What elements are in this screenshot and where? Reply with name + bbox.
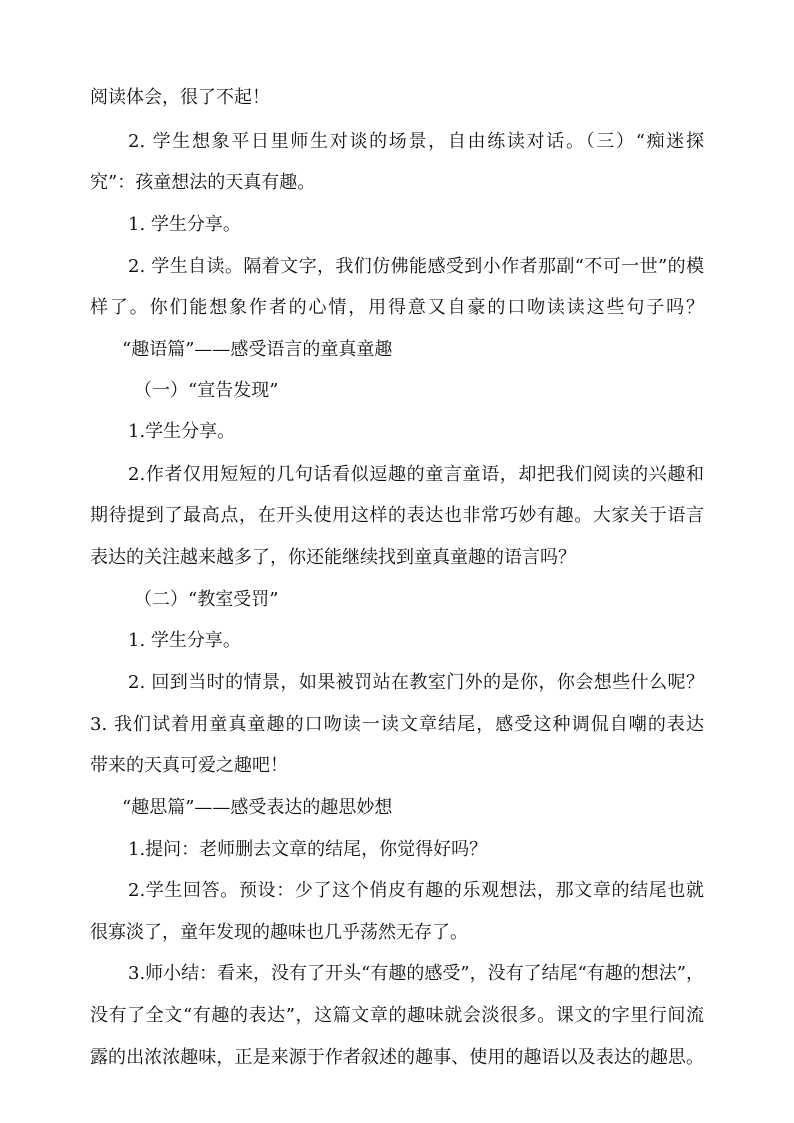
paragraph-line: 1. 学生分享。 [128,630,241,651]
paragraph-line: 表达的关注越来越多了，你还能继续找到童真童趣的语言吗？ [90,547,576,568]
paragraph-line: 3. 我们试着用童真童趣的口吻读一读文章结尾，感受这种调侃自嘲的表达 [90,714,704,735]
paragraph-line: 阅读体会，很了不起！ [90,87,270,108]
paragraph-line: 样了。你们能想象作者的心情，用得意又自豪的口吻读读这些句子吗？ [90,297,704,318]
section-heading: “趣思篇”——感受表达的趣思妙想 [122,797,393,818]
paragraph-line: 1.提问：老师删去文章的结尾，你觉得好吗？ [128,839,488,860]
paragraph-line: 期待提到了最高点，在开头使用这样的表达也非常巧妙有趣。大家关于语言 [90,505,704,526]
paragraph-line: 2.作者仅用短短的几句话看似逗趣的童言童语，却把我们阅读的兴趣和 [128,464,704,485]
paragraph-line: 究”：孩童想法的天真有趣。 [90,172,316,193]
paragraph-line: 1.学生分享。 [128,421,236,442]
subsection-heading: （一）“宣告发现” [134,380,279,401]
paragraph-line: 带来的天真可爱之趣吧！ [90,755,288,776]
paragraph-line: 1. 学生分享。 [128,214,241,235]
paragraph-line: 2. 学生自读。隔着文字，我们仿佛能感受到小作者那副“不可一世”的模 [128,256,704,277]
paragraph-line: 很寡淡了，童年发现的趣味也几乎荡然无存了。 [90,922,468,943]
paragraph-line: 没有了全文“有趣的表达”，这篇文章的趣味就会淡很多。课文的字里行间流 [90,1005,704,1026]
paragraph-line: 露的出浓浓趣味，正是来源于作者叙述的趣事、使用的趣语以及表达的趣思。 [90,1047,704,1068]
paragraph-line: 2.学生回答。预设：少了这个俏皮有趣的乐观想法，那文章的结尾也就 [128,880,704,901]
section-heading: “趣语篇”——感受语言的童真童趣 [122,339,393,360]
paragraph-line: 2. 学生想象平日里师生对谈的场景，自由练读对话。（三）“痴迷探 [128,131,704,152]
paragraph-line: 2. 回到当时的情景，如果被罚站在教室门外的是你，你会想些什么呢？ [128,672,704,693]
subsection-heading: （二）“教室受罚” [134,589,279,610]
paragraph-line: 3.师小结：看来，没有了开头“有趣的感受”，没有了结尾“有趣的想法”， [128,963,704,984]
